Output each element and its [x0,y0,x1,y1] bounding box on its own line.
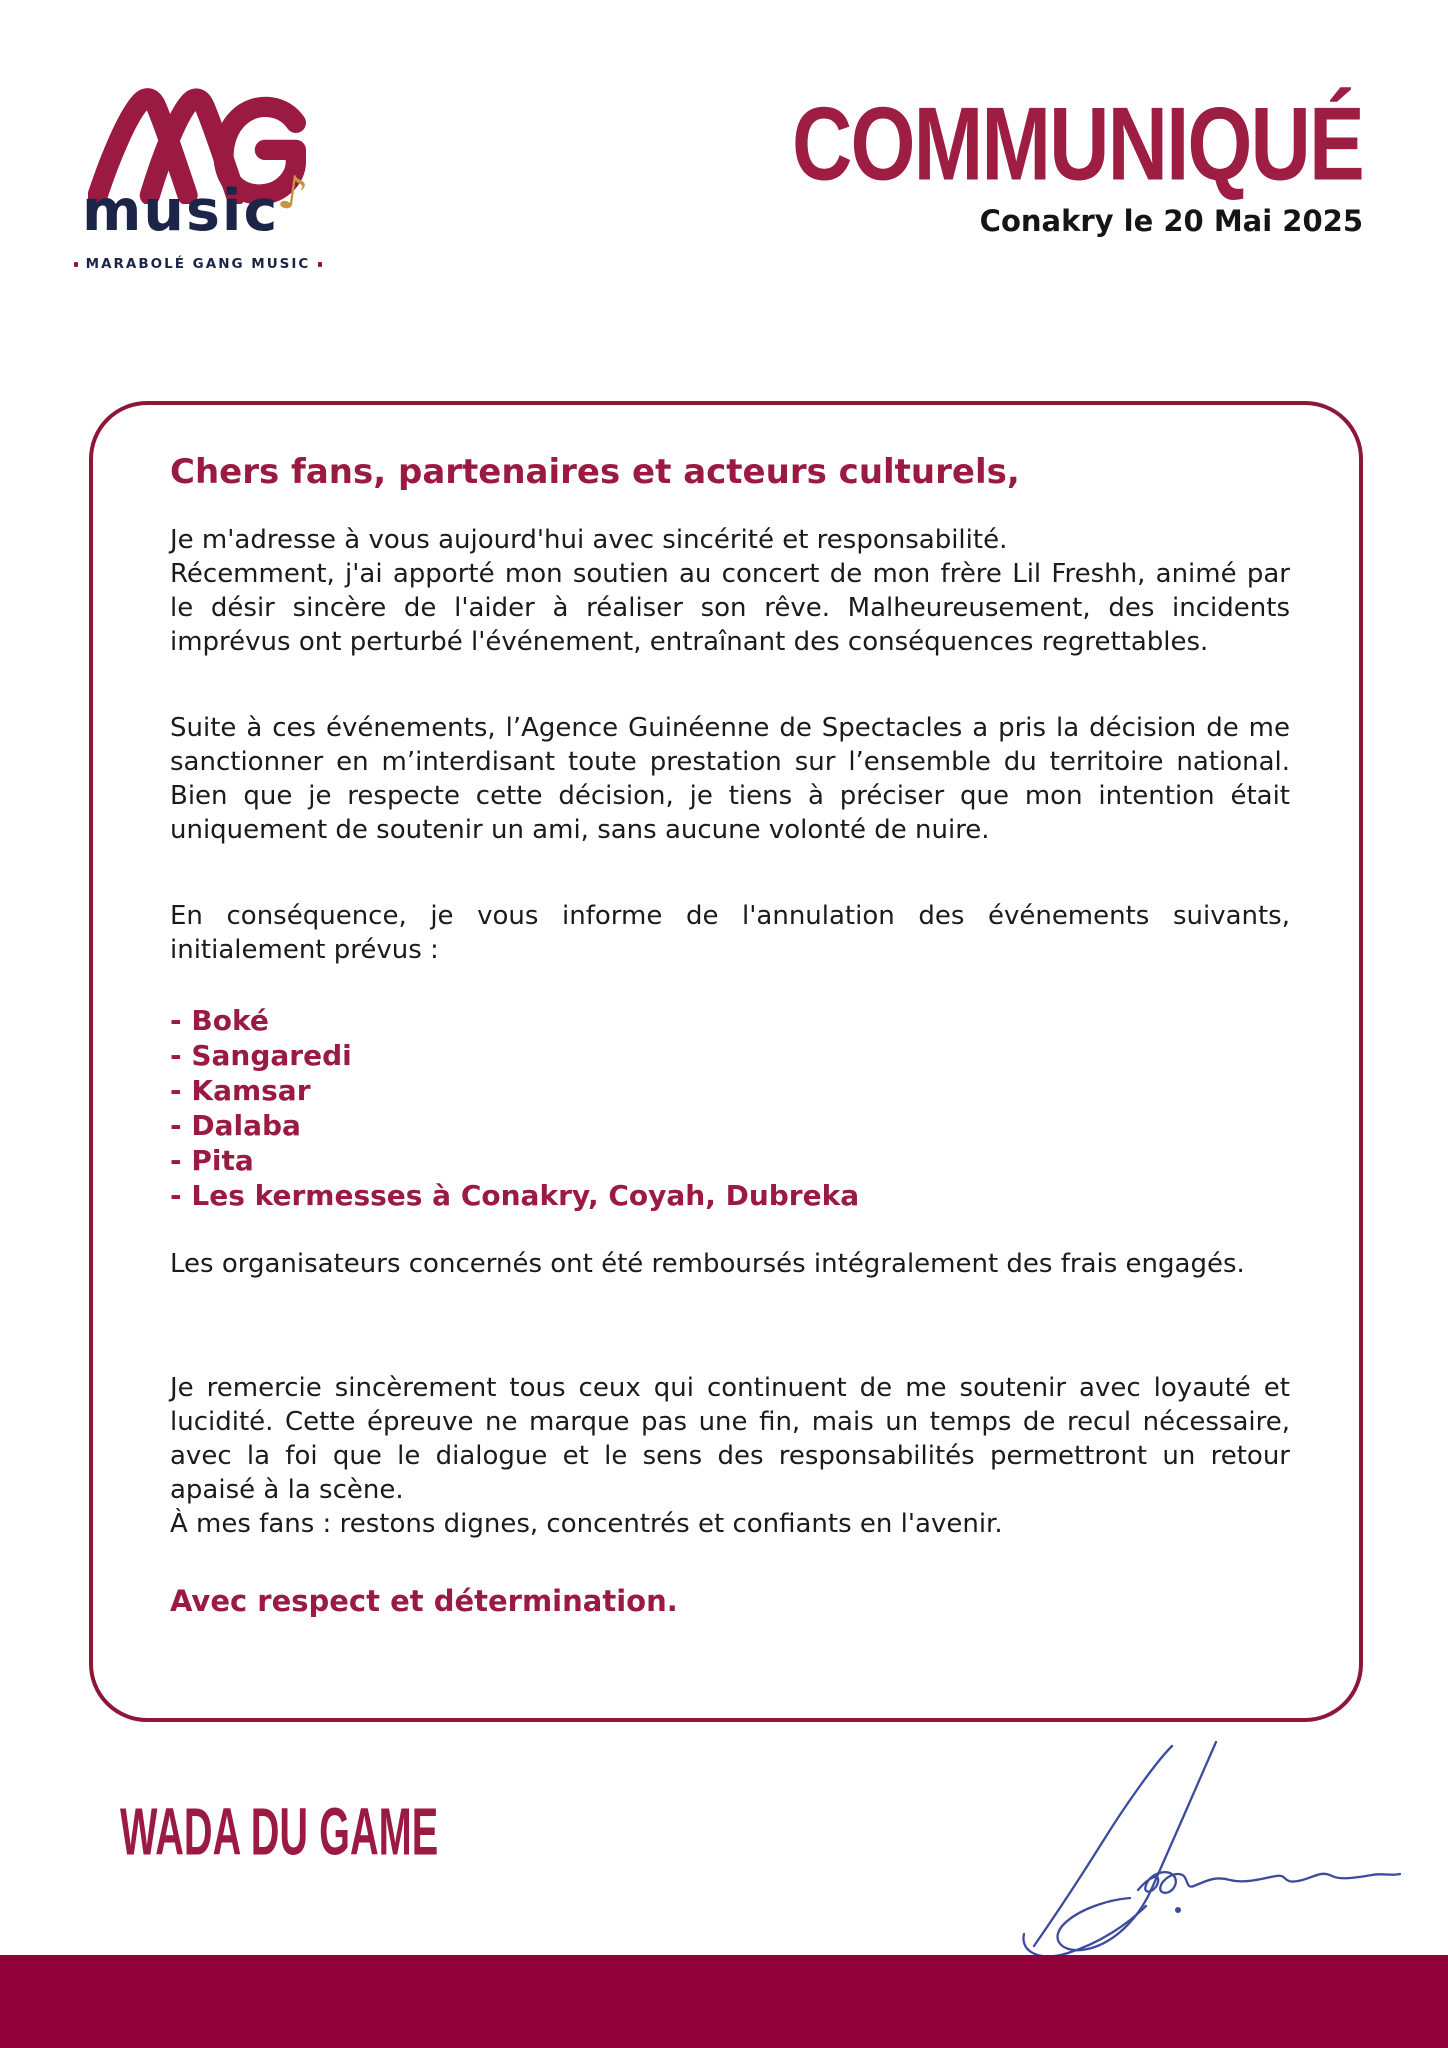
tagline-left-dash [74,262,78,267]
paragraph-4: Les organisateurs concernés ont été remboursés intégralement des frais engagés. [170,1249,1245,1279]
list-item: - Pita [170,1144,254,1177]
logo-music-text [82,164,314,244]
list-item: - Sangaredi [170,1039,352,1072]
list-item: - Boké [170,1004,269,1037]
logo-tagline [74,256,322,272]
paragraph-1: Récemment, j'ai apporté mon soutien au concert de mon frère Lil Freshh, animé par le désir sincère de l'aider à réaliser son rêve. Malheureusement, des incidents imprévus ont perturbé l'événement, entraînant des conséquences regrettables. [170,559,1290,657]
fans-line: À mes fans : restons dignes, concentrés et confiants en l'avenir. [170,1509,1003,1539]
tagline-right-dash [318,262,322,267]
list-item: - Les kermesses à Conakry, Coyah, Dubreka [170,1179,860,1212]
tagline-text: MARABOLÉ GANG MUSIC [85,256,311,272]
artist-name: WADA DU GAME [120,1793,439,1870]
letter-box [89,401,1363,1722]
page-title: COMMUNIQUÉ [792,84,1363,202]
header [762,84,1363,238]
closing-line: Avec respect et détermination. [170,1584,678,1618]
paragraph-intro: Je m'adresse à vous aujourd'hui avec sincérité et responsabilité. [170,525,1008,555]
music-note-icon: ♪ [274,164,314,222]
salutation: Chers fans, partenaires et acteurs culturels, [170,452,1020,492]
mg-music-logo [60,88,340,288]
paragraph-5: Je remercie sincèrement tous ceux qui continuent de me soutenir avec loyauté et lucidité. Cette épreuve ne marque pas une fin, mais un temps de recul nécessaire, avec la foi que le dialogue et le sens des responsabilités permettront un retour apaisé à la scène. [170,1373,1290,1505]
list-item: - Dalaba [170,1109,301,1142]
paragraph-3: En conséquence, je vous informe de l'annulation des événements suivants, initialement prévus : [170,901,1290,965]
signature-icon [1020,1738,1420,1968]
date-line: Conakry le 20 Mai 2025 [979,204,1363,238]
paragraph-2: Suite à ces événements, l’Agence Guinéenne de Spectacles a pris la décision de me sanctionner en m’interdisant toute prestation sur l’ensemble du territoire national. Bien que je respecte cette décision, je tiens à préciser que mon intention était uniquement de soutenir un ami, sans aucune volonté de nuire. [170,713,1290,845]
cancellation-list [170,1003,1290,1213]
footer-bar [0,1955,1448,2048]
logo-music-word: music [82,178,280,244]
list-item: - Kamsar [170,1074,311,1107]
